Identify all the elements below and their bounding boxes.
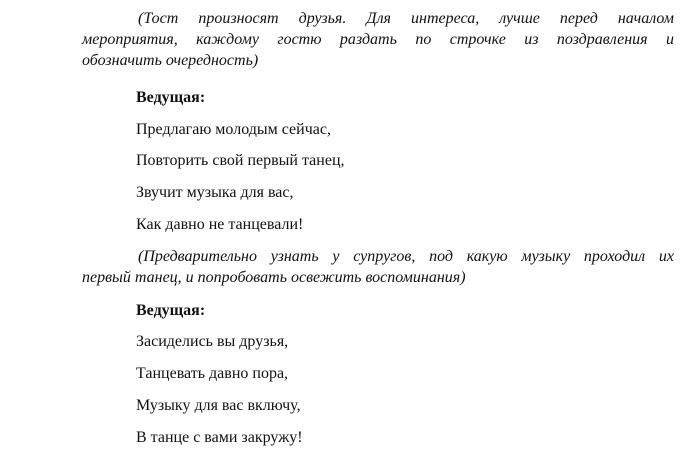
verse-line: Звучит музыка для вас, [136, 184, 294, 201]
verse-line: Засиделись вы друзья, [136, 333, 289, 350]
stage-direction-first-dance [82, 246, 674, 288]
verse-line: Предлагаю молодым сейчас, [136, 121, 331, 138]
verse-line: Музыку для вас включу, [136, 397, 301, 414]
note-line: (Тост произносят друзья. Для интереса, лучше перед началом [138, 10, 674, 27]
verse-line: В танце с вами закружу! [136, 429, 303, 446]
stage-direction-toast [82, 8, 674, 71]
note-line: мероприятия, каждому гостю раздать по строчке из поздравления и [82, 31, 674, 48]
verse-line: Как давно не танцевали! [136, 216, 304, 233]
speaker-label: Ведущая: [136, 302, 206, 319]
verse-line: Танцевать давно пора, [136, 365, 289, 382]
verse-line: Повторить свой первый танец, [136, 152, 345, 169]
speaker-label: Ведущая: [136, 89, 206, 106]
note-line: первый танец, и попробовать освежить воспоминания) [82, 269, 466, 286]
note-line: (Предварительно узнать у супругов, под какую музыку проходил их [138, 248, 674, 265]
note-line: обозначить очередность) [82, 52, 259, 69]
